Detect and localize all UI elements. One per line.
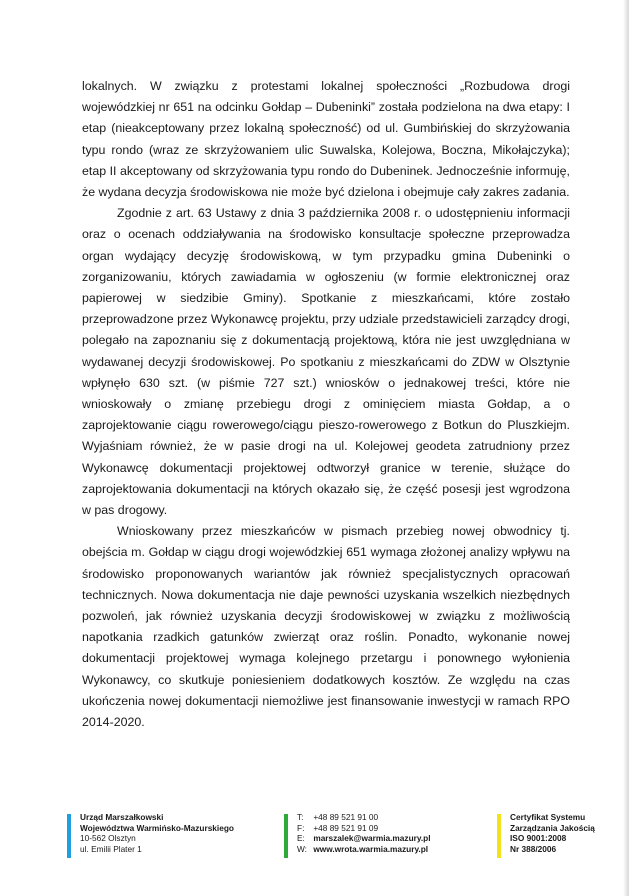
contact-color-bar xyxy=(284,814,288,858)
page-edge-shadow xyxy=(623,0,629,896)
paragraph-1: lokalnych. W związku z protestami lokalnej społeczności „Rozbudowa drogi wojewódzkiej nr 651 na odcinku Gołdap – Dubeninki” została podzielona na dwa etapy: I etap (nieakceptowany przez lokalną społeczność) od ul. Gumbińskiej do skrzyżowania typu rondo (wraz ze skrzyżowaniem ulic Suwalska, Kolejowa, Boczna, Mikołajczyka); etap II akceptowany od skrzyżowania typu rondo do Dubeninek. Jednocześnie informuję, że wydana decyzja środowiskowa nie może być dzielona i obejmuje cały zakres zadania. xyxy=(82,79,570,200)
phone-number: +48 89 521 91 00 xyxy=(313,812,379,822)
website-link[interactable]: www.wrota.warmia.mazury.pl xyxy=(313,843,429,854)
paragraph-3: Wnioskowany przez mieszkańców w pismach przebieg nowej obwodnicy tj. obejścia m. Gołdap w ciągu drogi wojewódzkiej 651 wymaga złożonej analizy wpływu na środowisko proponowanych wariantów jak również specjalistycznych opracowań technicznych. Nowa dokumentacja nie daje pewności uzyskania wszelkich niezbędnych pozwoleń, jak również uzyskania decyzji środowiskowej w związku z możliwością napotkania rzadkich gatunków zwierząt oraz roślin. Ponadto, wykonanie nowej dokumentacji projektowej wymaga kolejnego przetargu i ponownego wyłonienia Wykonawcy, co skutkuje poniesieniem dodatkowych kosztów. Ze względu na czas ukończenia nowej dokumentacji niemożliwe jest finansowanie inwestycji w ramach RPO 2014-2020. xyxy=(82,524,570,730)
fax-label: F: xyxy=(297,822,305,833)
certificate-line-2: Zarządzania Jakością xyxy=(510,822,595,833)
footer-certificate xyxy=(497,812,595,854)
email-label: E: xyxy=(297,833,305,844)
certificate-line-4: Nr 388/2006 xyxy=(510,843,557,854)
letter-body xyxy=(82,76,570,733)
street-address: ul. Emilii Plater 1 xyxy=(80,843,142,854)
certificate-line-1: Certyfikat Systemu xyxy=(510,812,586,822)
letter-footer xyxy=(0,812,629,872)
address-color-bar xyxy=(67,814,71,858)
paragraph-2: Zgodnie z art. 63 Ustawy z dnia 3 października 2008 r. o udostępnieniu informacji oraz o ocenach oddziaływania na środowisko konsultacje społeczne przeprowadza organ wydający decyzję środowiskową, w tym przypadku gmina Dubeninki o zorganizowaniu, których zawiadamia w ogłoszeniu (w formie elektronicznej oraz papierowej w siedzibie Gminy). Spotkanie z mieszkańcami, które zostało przeprowadzone przez Wykonawcę projektu, przy udziale przedstawicieli zarządcy drogi, polegało na zapoznaniu się z dokumentacją projektową, która nie jest uwzględniana w wydawanej decyzji środowiskowej. Po spotkaniu z mieszkańcami do ZDW w Olsztynie wpłynęło 630 szt. (w piśmie 727 szt.) wniosków o jednakowej treści, które nie wnioskowały o zmianę przebiegu drogi z ominięciem miasta Gołdap, a o zaprojektowanie ciągu rowerowego/ciągu pieszo-rowerowego z Botkun do Pluszkiejm. Wyjaśniam również, że w pasie drogi na ul. Kolejowej geodeta zatrudniony przez Wykonawcę dokumentacji projektowej odtworzył granice w terenie, służące do zaprojektowania dokumentacji na których okazało się, że część posesji jest wgrodzona w pas drogowy. xyxy=(82,206,570,518)
fax-number: +48 89 521 91 09 xyxy=(313,822,379,833)
footer-contact xyxy=(284,812,431,854)
email-row xyxy=(297,833,431,844)
web-label: W: xyxy=(297,843,307,854)
phone-row xyxy=(297,812,431,823)
office-name: Urząd Marszałkowski xyxy=(80,812,164,822)
email-address[interactable]: marszalek@warmia.mazury.pl xyxy=(313,833,431,844)
web-row xyxy=(297,844,431,855)
phone-label: T: xyxy=(297,812,304,822)
footer-address xyxy=(67,812,234,854)
office-region: Województwa Warmińsko-Mazurskiego xyxy=(80,822,234,833)
certificate-line-3: ISO 9001:2008 xyxy=(510,833,567,844)
fax-row xyxy=(297,823,431,834)
certificate-color-bar xyxy=(497,814,501,858)
postal-city: 10-562 Olsztyn xyxy=(80,833,136,844)
